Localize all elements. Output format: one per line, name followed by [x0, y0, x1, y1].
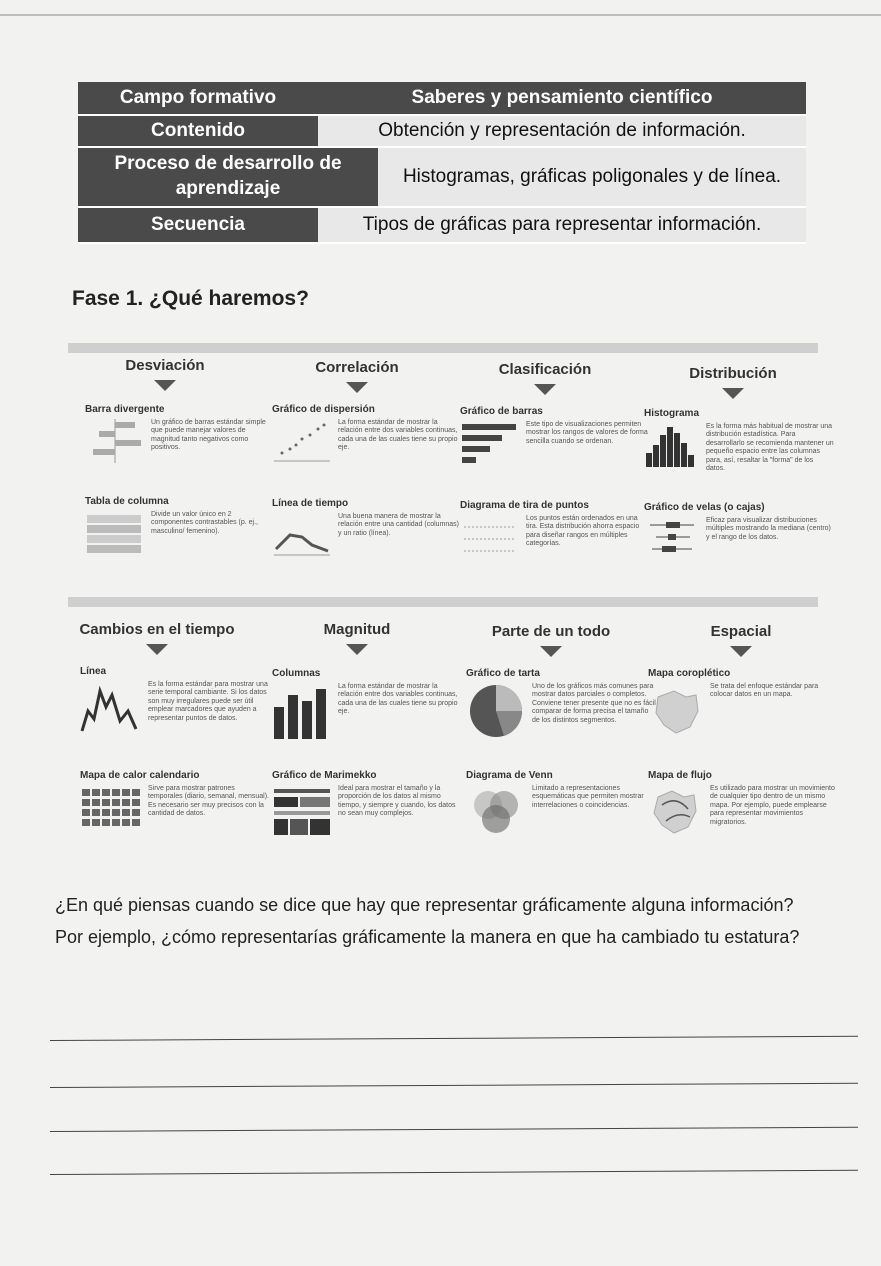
pie-icon: [466, 683, 526, 739]
category-espacial: [646, 623, 836, 657]
marimekko-icon: [272, 785, 332, 839]
answer-line[interactable]: [50, 1127, 858, 1132]
category-title: Espacial: [710, 623, 772, 640]
chart-type-item: [644, 502, 834, 561]
chart-type-item: [644, 408, 834, 473]
phase-title: Fase 1. ¿Qué haremos?: [72, 287, 309, 310]
infographic-band: [68, 343, 818, 353]
category-title: Parte de un todo: [491, 623, 611, 640]
category-title: Desviación: [125, 357, 205, 374]
category-desviacion: [70, 357, 260, 391]
item-description: Divide un valor único en 2 componentes contrastables (p. ej., masculino/ femenino).: [151, 511, 259, 535]
item-title: Tabla de columna: [85, 496, 169, 507]
item-title: Línea: [80, 666, 107, 677]
category-title: Correlación: [315, 359, 399, 376]
scatter-icon: [272, 419, 332, 463]
table-label: Proceso de desarrollo de aprendizaje: [78, 148, 378, 208]
chart-type-item: [80, 666, 270, 737]
item-title: Gráfico de dispersión: [272, 404, 375, 415]
item-description: Sirve para mostrar patrones temporales (diario, semanal, mensual). Es necesario ser muy precisos con la cantidad de datos.: [148, 785, 269, 818]
category-title: Magnitud: [323, 621, 391, 638]
chart-type-item: [85, 404, 275, 463]
item-description: Una buena manera de mostrar la relación entre una cantidad (columnas) y un ratio (línea).: [338, 513, 460, 537]
arrow-down-icon: [346, 382, 368, 393]
chart-type-item: [460, 500, 650, 559]
chart-type-item: [648, 668, 838, 739]
item-description: Es utilizado para mostrar un movimiento de cualquier tipo dentro de un mismo mapa. Por ejemplo, puede emplearse para representar movimientos migratorios.: [710, 785, 835, 826]
item-description: La forma estándar de mostrar la relación entre dos variables continuas, cada una de las cuales tiene su propio eje.: [338, 419, 458, 452]
item-description: Este tipo de visualizaciones permiten mostrar los rangos de valores de forma sencilla cuando se ordenan.: [526, 421, 648, 445]
answer-line[interactable]: [50, 1083, 858, 1088]
item-title: Gráfico de velas (o cajas): [644, 502, 765, 513]
top-rule: [0, 14, 881, 16]
table-value: Histogramas, gráficas poligonales y de línea.: [378, 148, 806, 208]
arrow-down-icon: [346, 644, 368, 655]
item-description: La forma estándar de mostrar la relación entre dos variables continuas, cada una de las cuales tiene su propio eje.: [338, 683, 458, 716]
table-value: Saberes y pensamiento científico: [318, 82, 806, 116]
item-title: Mapa de calor calendario: [80, 770, 200, 781]
answer-line[interactable]: [50, 1036, 858, 1041]
item-title: Mapa de flujo: [648, 770, 712, 781]
arrow-down-icon: [534, 384, 556, 395]
table-label: Contenido: [78, 116, 318, 148]
category-title: Distribución: [689, 365, 777, 382]
table-value: Tipos de gráficas para representar información.: [318, 208, 806, 244]
item-description: Los puntos están ordenados en una tira. Esta distribución ahorra espacio para diseñar rangos en múltiples categorías.: [526, 515, 640, 548]
item-title: Gráfico de Marimekko: [272, 770, 377, 781]
map-icon: [648, 683, 704, 739]
chart-type-item: [272, 770, 462, 839]
item-title: Gráfico de barras: [460, 406, 543, 417]
item-title: Diagrama de Venn: [466, 770, 553, 781]
chart-type-item: [466, 770, 656, 839]
category-correlacion: [262, 359, 452, 393]
question-text: ¿En qué piensas cuando se dice que hay que representar gráficamente alguna información? Por ejemplo, ¿cómo representarías gráficamente la manera en que ha cambiado tu estatura?: [55, 895, 800, 947]
table-label: Campo formativo: [78, 82, 318, 116]
category-distribucion: [638, 365, 828, 399]
item-description: Limitado a representaciones esquemáticas que permiten mostrar interrelaciones o coincidencias.: [532, 785, 644, 809]
category-clasificacion: [450, 361, 640, 395]
item-title: Barra divergente: [85, 404, 165, 415]
boxplot-icon: [644, 517, 700, 561]
table-row: [78, 116, 806, 148]
dot-strip-icon: [460, 515, 520, 559]
item-description: Uno de los gráficos más comunes para mostrar datos parciales o completos. Conviene tener presente que no es fácil comparar de forma precisa el tamaño de los distintos segmentos.: [532, 683, 656, 724]
item-description: Es la forma más habitual de mostrar una distribución estadística. Para desarrollarlo se recomienda mantener un pequeño espacio entre las columnas para, así, resaltar la "forma" de los datos.: [706, 423, 834, 472]
diverging-bar-icon: [85, 419, 145, 463]
columns-icon: [272, 683, 332, 739]
flow-map-icon: [648, 785, 704, 839]
chart-type-item: [466, 668, 656, 739]
arrow-down-icon: [146, 644, 168, 655]
arrow-down-icon: [730, 646, 752, 657]
info-table: [78, 82, 806, 244]
chart-type-item: [85, 496, 275, 555]
arrow-down-icon: [722, 388, 744, 399]
infographic-band: [68, 597, 818, 607]
bars-icon: [460, 421, 520, 465]
chart-type-item: [272, 498, 462, 557]
item-title: Histograma: [644, 408, 700, 419]
histogram-icon: [644, 423, 700, 467]
table-row: [78, 82, 806, 116]
category-title: Cambios en el tiempo: [79, 621, 235, 638]
category-title: Clasificación: [498, 361, 592, 378]
table-label: Secuencia: [78, 208, 318, 244]
item-title: Gráfico de tarta: [466, 668, 540, 679]
item-title: Columnas: [272, 668, 321, 679]
timeline-icon: [272, 513, 332, 557]
table-row: [78, 208, 806, 244]
chart-type-item: [80, 770, 270, 839]
item-description: Es la forma estándar para mostrar una serie temporal cambiante. Si los datos son muy irregulares puede ser útil emplear marcadores que ayuden a representar puntos de datos.: [148, 681, 268, 722]
item-description: Un gráfico de barras estándar simple que puede manejar valores de magnitud tanto negativos como positivos.: [151, 419, 266, 452]
table-row: [78, 148, 806, 208]
item-title: Mapa coroplético: [648, 668, 731, 679]
category-magnitud: [262, 621, 452, 655]
item-description: Se trata del enfoque estándar para colocar datos en un mapa.: [710, 683, 819, 699]
chart-type-item: [272, 404, 462, 463]
chart-type-item: [648, 770, 838, 839]
arrow-down-icon: [154, 380, 176, 391]
line-icon: [80, 681, 142, 737]
chart-type-item: [272, 668, 462, 739]
item-description: Eficaz para visualizar distribuciones múltiples mostrando la mediana (centro) y el rango de los datos.: [706, 517, 831, 541]
item-title: Diagrama de tira de puntos: [460, 500, 589, 511]
arrow-down-icon: [540, 646, 562, 657]
category-parte: [456, 623, 646, 657]
calendar-heatmap-icon: [80, 785, 142, 839]
chart-type-item: [460, 406, 650, 465]
table-value: Obtención y representación de información.: [318, 116, 806, 148]
answer-line[interactable]: [50, 1170, 858, 1175]
item-description: Ideal para mostrar el tamaño y la proporción de los datos al mismo tiempo, y siempre y cuando, los datos no sean muy complejos.: [338, 785, 456, 818]
item-title: Línea de tiempo: [272, 498, 349, 509]
column-table-icon: [85, 511, 145, 555]
category-cambios: [62, 621, 252, 655]
venn-icon: [466, 785, 526, 839]
